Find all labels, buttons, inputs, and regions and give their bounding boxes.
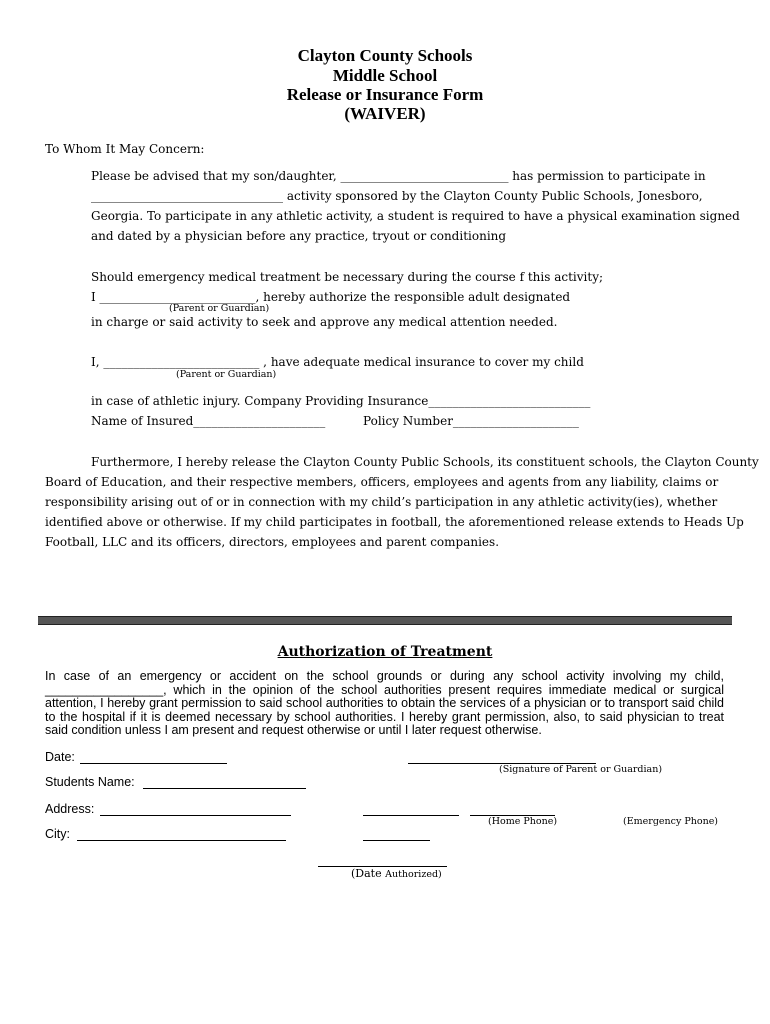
permission-line-3: Georgia. To participate in any athletic activity, a student is required to have a physical examination signed [91,209,740,223]
address-label: Address: [45,802,95,816]
salutation: To Whom It May Concern: [45,142,205,156]
insurance-line-1: I, __________________________ , have adequate medical insurance to cover my child [91,355,584,369]
authorization-heading: Authorization of Treatment [277,644,493,660]
authorization-body: In case of an emergency or accident on the school grounds or during any school activity involving my child, _________________, which in the opinion of the school authorities present requires immediate medical or surgical attention, I hereby grant permission to said school authorities to obtain the services of a physician or to transport said child to the hospital if it is deemed necessary by school authorities. I hereby grant permission, also, to said physician to treat said condition unless I am present and request otherwise or until I later request otherwise. [45,669,724,737]
emergency-phone-caption: (Emergency Phone) [623,816,719,827]
signature-caption: (Signature of Parent or Guardian) [499,764,663,775]
date-authorized-caption [351,867,442,880]
emergency-line-1: Should emergency medical treatment be necessary during the course f this activity; [91,270,604,284]
insurance-company-line: in case of athletic injury. Company Providing Insurance___________________________ [91,394,591,408]
city-extra-line[interactable] [363,840,430,841]
emergency-line-3: in charge or said activity to seek and approve any medical attention needed. [91,315,558,329]
release-line-3: responsibility arising out of or in connection with my child’s participation in any athletic activity(ies), whether [45,495,718,509]
policy-number-field: Policy Number_____________________ [363,414,579,428]
address-line[interactable] [100,815,291,816]
home-phone-caption: (Home Phone) [488,816,558,827]
release-line-2: Board of Education, and their respective members, officers, employees and agents from any liability, claims or [45,475,719,489]
permission-line-2: ________________________________ activity sponsored by the Clayton County Public Schools, Jonesboro, [91,189,703,203]
parent-guardian-caption: (Parent or Guardian) [169,303,270,314]
date-authorized-caption-b: Authorized) [385,869,442,880]
permission-line-1: Please be advised that my son/daughter, ____________________________ has permission to participate in [91,169,706,183]
student-name-label: Students Name: [45,775,135,789]
home-phone-line[interactable] [363,815,459,816]
date-authorized-caption-a: (Date [351,867,386,880]
emergency-line-2: I __________________________, hereby authorize the responsible adult designated [91,290,571,304]
name-of-insured-field: Name of Insured______________________ [91,414,326,428]
section-divider [38,616,732,625]
city-label: City: [45,827,70,841]
city-line[interactable] [77,840,286,841]
student-name-line[interactable] [143,788,306,789]
form-title-waiver: (WAIVER) [344,104,426,123]
permission-line-4: and dated by a physician before any practice, tryout or conditioning [91,229,507,243]
date-label: Date: [45,750,75,764]
date-field-line[interactable] [80,763,227,764]
release-line-1: Furthermore, I hereby release the Clayton County Public Schools, its constituent schools, the Clayton County [91,455,759,469]
release-line-4: identified above or otherwise. If my child participates in football, the aforementioned release extends to Heads Up [45,515,744,529]
parent-guardian-caption-2: (Parent or Guardian) [176,369,277,380]
form-title-form: Release or Insurance Form [286,85,484,104]
release-line-5: Football, LLC and its officers, directors, employees and parent companies. [45,535,500,549]
form-title-school: Clayton County Schools [297,46,473,65]
form-title-level: Middle School [332,66,438,85]
